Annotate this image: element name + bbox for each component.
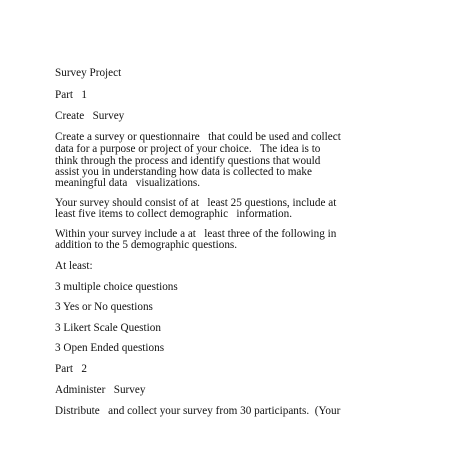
paragraph-line: least five items to collect demographic information. xyxy=(55,208,293,220)
paragraph-line: Within your survey include a at least three of the following in xyxy=(55,228,337,240)
paragraph-line: Create a survey or questionnaire that could be used and collect xyxy=(55,131,341,143)
paragraph-line: think through the process and identify questions that would xyxy=(55,155,321,167)
list-item: 3 Open Ended questions xyxy=(55,342,165,354)
list-item: 3 Yes or No questions xyxy=(55,301,153,313)
paragraph-line: addition to the 5 demographic questions. xyxy=(55,239,238,251)
paragraph-line: Distribute and collect your survey from 30 participants. (Your xyxy=(55,405,341,417)
paragraph-line: Your survey should consist of at least 25 questions, include at xyxy=(55,197,337,209)
part2-heading: Part 2 xyxy=(55,363,88,375)
list-item: 3 multiple choice questions xyxy=(55,281,178,293)
at-least-label: At least: xyxy=(55,260,93,272)
list-item: 3 Likert Scale Question xyxy=(55,322,161,334)
paragraph-line: data for a purpose or project of your choice. The idea is to xyxy=(55,143,321,155)
paragraph-line: meaningful data visualizations. xyxy=(55,177,201,189)
part2-subheading: Administer Survey xyxy=(55,384,146,396)
document-title: Survey Project xyxy=(55,67,122,79)
paragraph-line: assist you in understanding how data is collected to make xyxy=(55,166,312,178)
part1-heading: Part 1 xyxy=(55,89,88,101)
part1-subheading: Create Survey xyxy=(55,110,125,122)
